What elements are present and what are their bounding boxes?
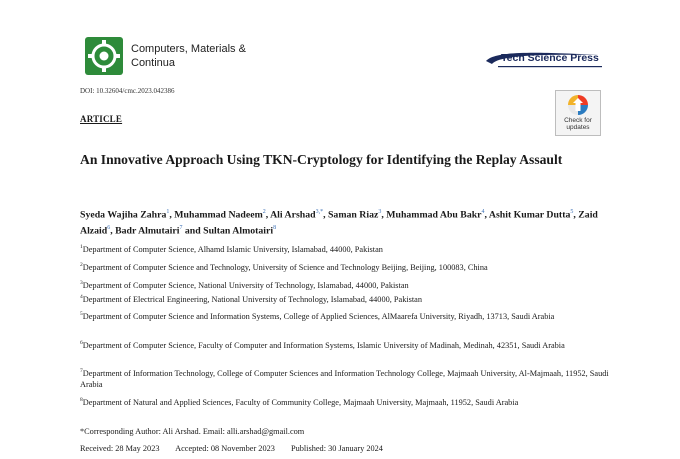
badge-line-2: updates (566, 124, 590, 131)
affiliation-number: 8 (80, 397, 83, 404)
affiliation-number: 4 (80, 294, 83, 301)
journal-logo-icon (85, 37, 123, 75)
affiliation-number: 1 (80, 244, 83, 251)
author-affiliation-ref[interactable]: 3,* (315, 209, 324, 215)
affiliation-text: Department of Computer Science, Alhamd Islamic University, Islamabad, 44000, Pakistan (82, 245, 383, 254)
publisher-logo (484, 50, 602, 68)
doi-text[interactable]: DOI: 10.32604/cmc.2023.042386 (80, 87, 175, 95)
affiliation-text: Department of Computer Science and Technology, University of Science and Technology Beijing, Beijing, 100083, China (82, 263, 488, 272)
publisher-name: Tech Science Press (501, 52, 599, 64)
author-name: Sultan Almotairi (203, 225, 274, 237)
affiliation-number: 3 (80, 280, 83, 287)
affiliation-8 (80, 397, 610, 408)
accepted-date: Accepted: 08 November 2023 (175, 444, 275, 453)
affiliation-6 (80, 340, 610, 351)
affiliation-text: Department of Natural and Applied Sciences, Faculty of Community College, Majmaah University, Majmaah, 11952, Saudi Arabia (82, 398, 519, 407)
affiliation-1 (80, 244, 610, 255)
author-separator: , (381, 209, 387, 221)
author-affiliation-ref[interactable]: 7 (179, 224, 183, 231)
author-name: Syeda Wajiha Zahra (80, 209, 167, 221)
author-name: Ali Arshad (270, 209, 316, 221)
author-name: Badr Almutairi (115, 225, 180, 237)
author-affiliation-ref[interactable]: 4 (481, 209, 485, 215)
journal-name: Computers, Materials & Continua (131, 43, 246, 69)
author-separator: and (182, 225, 204, 237)
affiliation-text: Department of Electrical Engineering, National University of Technology, Islamabad, 44000, Pakistan (82, 295, 423, 304)
affiliation-text: Department of Computer Science and Information Systems, College of Applied Sciences, AlMaarefa University, Riyadh, 13713, Saudi Arabia (82, 312, 555, 321)
author-separator: , (323, 209, 328, 221)
author-affiliation-ref[interactable]: 5 (570, 209, 574, 215)
author-affiliation-ref[interactable]: 8 (273, 224, 277, 231)
author-affiliation-ref[interactable]: 6 (107, 224, 111, 231)
author-name: Muhammad Abu Bakr (386, 209, 482, 221)
affiliation-text: Department of Computer Science, Faculty of Computer and Information Systems, Islamic University of Madinah, Medinah, 42351, Saudi Arabia (82, 341, 565, 350)
author-name: Saman Riaz (327, 209, 379, 221)
affiliation-number: 5 (80, 311, 83, 318)
check-for-updates-badge[interactable] (555, 90, 601, 136)
author-separator: , (573, 209, 579, 221)
author-name: Zaid Alzaid (80, 209, 598, 237)
received-date: Received: 28 May 2023 (80, 444, 160, 453)
affiliation-text: Department of Information Technology, College of Computer Sciences and Information Technology College, Majmaah University, Al-Majmaah, 11952, Saudi Arabia (80, 369, 609, 389)
affiliation-5 (80, 311, 610, 322)
crossmark-icon (556, 93, 600, 119)
author-name: Ashit Kumar Dutta (488, 209, 571, 221)
author-name: Muhammad Nadeem (174, 209, 263, 221)
author-list (80, 206, 600, 238)
author-separator: , (265, 209, 271, 221)
affiliation-7 (80, 368, 610, 390)
author-separator: , (169, 209, 175, 221)
author-affiliation-ref[interactable]: 1 (166, 209, 170, 215)
check-for-updates-label (556, 117, 600, 131)
badge-line-1: Check for (564, 117, 592, 124)
author-affiliation-ref[interactable]: 3 (378, 209, 382, 215)
affiliation-text: Department of Computer Science, National University of Technology, Islamabad, 44000, Pakistan (82, 281, 409, 290)
article-title: An Innovative Approach Using TKN-Cryptology for Identifying the Replay Assault (80, 152, 563, 167)
author-separator: , (110, 225, 116, 237)
affiliation-number: 6 (80, 340, 83, 347)
affiliation-number: 2 (80, 262, 83, 269)
published-date: Published: 30 January 2024 (290, 444, 383, 453)
author-affiliation-ref[interactable]: 2 (262, 209, 266, 215)
affiliation-2 (80, 262, 610, 273)
affiliation-3 (80, 280, 610, 291)
corresponding-author: *Corresponding Author: Ali Arshad. Email: alli.arshad@gmail.com (80, 427, 305, 436)
affiliation-4 (80, 294, 610, 305)
author-separator: , (484, 209, 489, 221)
article-type-label: ARTICLE (80, 114, 123, 124)
publication-dates (80, 444, 397, 453)
affiliation-number: 7 (80, 368, 83, 375)
